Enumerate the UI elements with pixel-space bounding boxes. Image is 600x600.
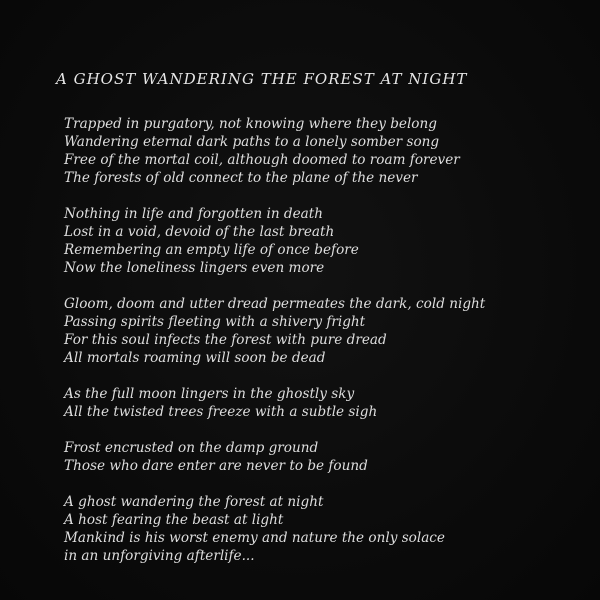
lyric-line: Gloom, doom and utter dread permeates the dark, cold night bbox=[64, 296, 486, 312]
lyric-line: Free of the mortal coil, although doomed to roam forever bbox=[64, 152, 460, 168]
lyric-line: All mortals roaming will soon be dead bbox=[64, 350, 326, 366]
lyric-line: A host fearing the beast at light bbox=[64, 512, 284, 528]
lyric-line: Remembering an empty life of once before bbox=[64, 242, 359, 258]
lyric-line: All the twisted trees freeze with a subtle sigh bbox=[64, 404, 378, 420]
lyric-line: Those who dare enter are never to be found bbox=[64, 458, 368, 474]
lyric-line: Trapped in purgatory, not knowing where they belong bbox=[64, 116, 437, 132]
lyric-line: Frost encrusted on the damp ground bbox=[64, 440, 319, 456]
stanza-4 bbox=[64, 385, 564, 421]
stanza-5 bbox=[64, 439, 564, 475]
stanza-6 bbox=[64, 493, 564, 565]
lyric-line: The forests of old connect to the plane of the never bbox=[64, 170, 418, 186]
lyric-line: Passing spirits fleeting with a shivery fright bbox=[64, 314, 366, 330]
lyric-line: Now the loneliness lingers even more bbox=[64, 260, 325, 276]
lyrics-body bbox=[64, 115, 564, 583]
song-title: A GHOST WANDERING THE FOREST AT NIGHT bbox=[56, 70, 468, 88]
lyric-line: Nothing in life and forgotten in death bbox=[64, 206, 323, 222]
stanza-1 bbox=[64, 115, 564, 187]
lyric-line: As the full moon lingers in the ghostly sky bbox=[64, 386, 355, 402]
stanza-2 bbox=[64, 205, 564, 277]
lyric-line: A ghost wandering the forest at night bbox=[64, 494, 324, 510]
lyric-line: Mankind is his worst enemy and nature the only solace bbox=[64, 530, 445, 546]
lyric-line: Lost in a void, devoid of the last breath bbox=[64, 224, 335, 240]
lyric-line: For this soul infects the forest with pure dread bbox=[64, 332, 387, 348]
stanza-3 bbox=[64, 295, 564, 367]
lyric-line: Wandering eternal dark paths to a lonely somber song bbox=[64, 134, 440, 150]
lyric-line: in an unforgiving afterlife... bbox=[64, 548, 255, 564]
